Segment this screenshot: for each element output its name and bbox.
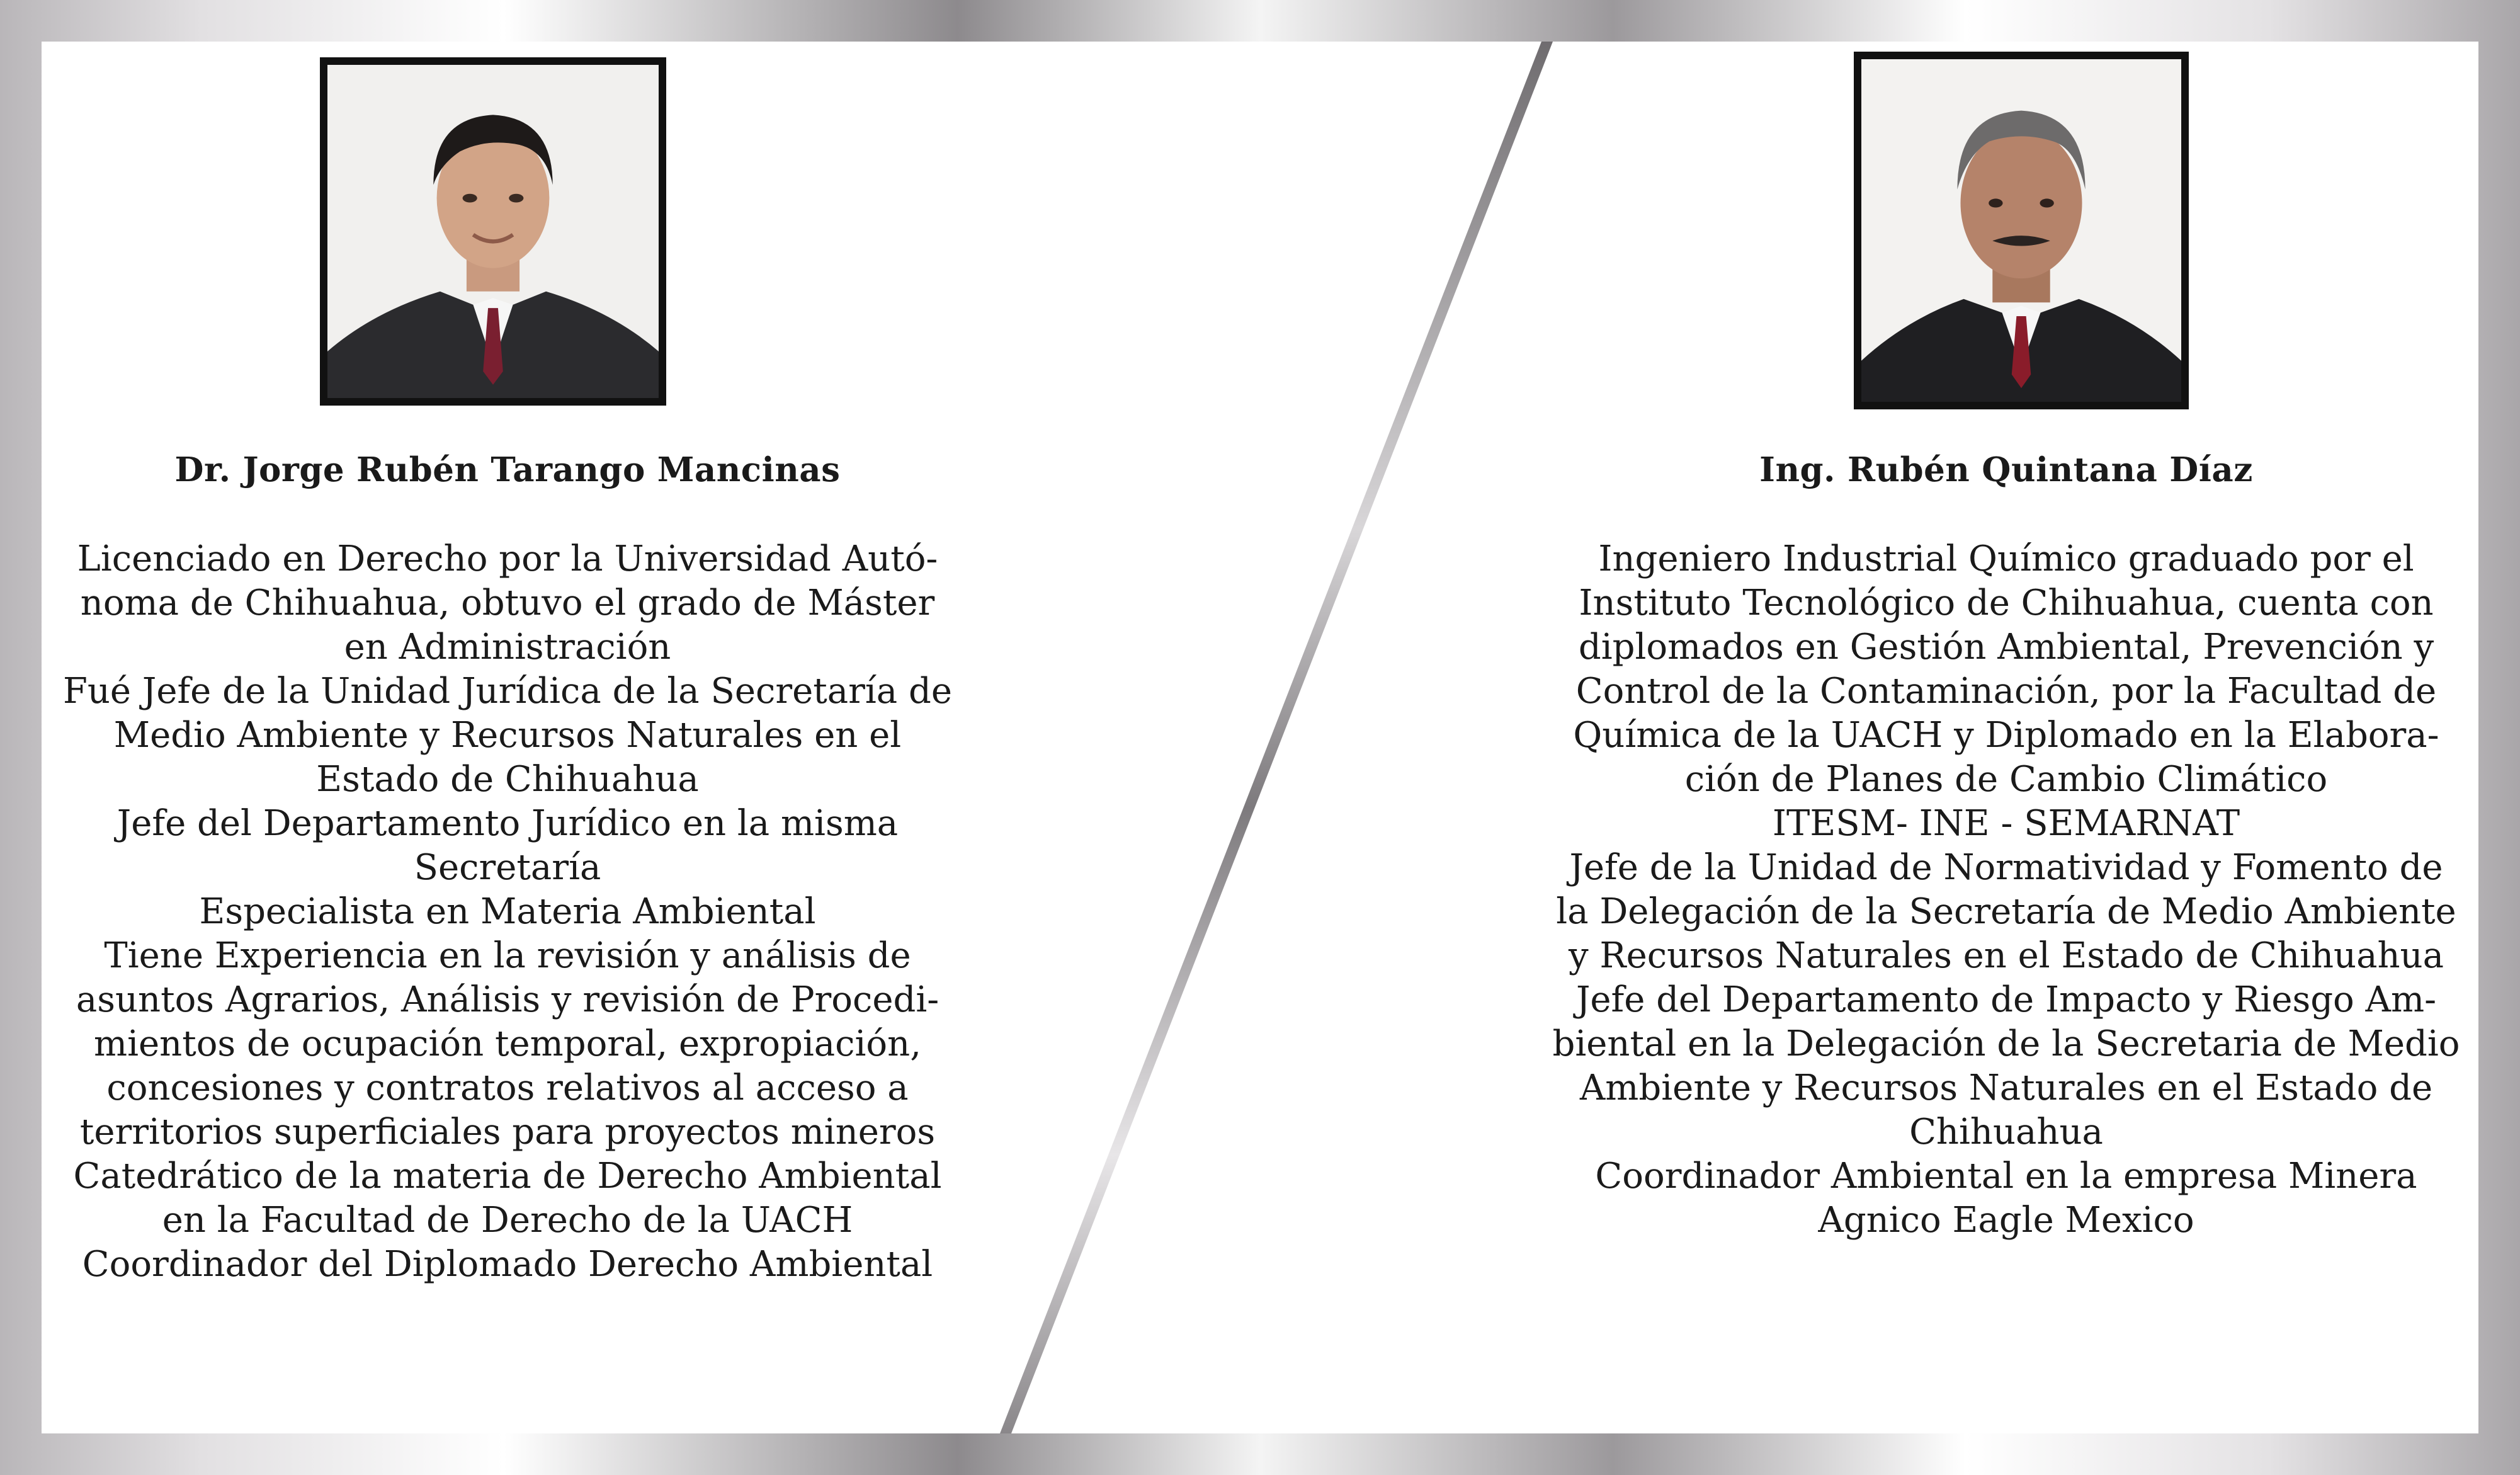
bio-line: ITESM- INE - SEMARNAT	[1772, 803, 2240, 844]
bio-line: Ingeniero Industrial Químico graduado por el	[1598, 538, 2414, 579]
profile-bio	[60, 537, 955, 1287]
bio-line: Instituto Tecnológico de Chihuahua, cuenta con	[1579, 583, 2434, 624]
bio-line: Química de la UACH y Diplomado en la Elabora-	[1573, 715, 2439, 756]
bio-line: Jefe del Departamento de Impacto y Riesgo Am-	[1575, 979, 2437, 1020]
profiles-page	[42, 42, 2478, 1433]
bio-line: Jefe del Departamento Jurídico en la misma	[116, 803, 899, 844]
profile-name: Dr. Jorge Rubén Tarango Mancinas	[174, 450, 841, 489]
bio-line: Jefe de la Unidad de Normatividad y Fomento de	[1569, 847, 2443, 888]
bio-line: y Recursos Naturales en el Estado de Chihuahua	[1568, 935, 2444, 976]
bio-line: diplomados en Gestión Ambiental, Prevención y	[1578, 627, 2434, 668]
profile-jorge	[60, 448, 955, 1287]
bio-line: Ambiente y Recursos Naturales en el Estado de	[1579, 1068, 2433, 1108]
profile-ruben	[1534, 448, 2478, 1243]
bio-line: Control de la Contaminación, por la Facultad de	[1575, 671, 2437, 712]
bio-line: Chihuahua	[1909, 1112, 2103, 1153]
bio-line: territorios superficiales para proyectos mineros	[79, 1112, 936, 1153]
portrait-photo-ruben	[1854, 52, 2189, 409]
bio-line: la Delegación de la Secretaría de Medio Ambiente	[1556, 891, 2456, 932]
bio-line: Secretaría	[414, 847, 601, 888]
bio-line: noma de Chihuahua, obtuvo el grado de Máster	[80, 583, 935, 624]
bio-line: en la Facultad de Derecho de la UACH	[162, 1200, 853, 1241]
bio-line: Licenciado en Derecho por la Universidad Autó-	[77, 538, 938, 579]
bio-line: en Administración	[344, 627, 671, 668]
bio-line: Agnico Eagle Mexico	[1818, 1200, 2194, 1241]
bio-line: Medio Ambiente y Recursos Naturales en el	[113, 715, 902, 756]
bio-line: Catedrático de la materia de Derecho Ambiental	[73, 1156, 942, 1197]
bio-line: concesiones y contratos relativos al acceso a	[106, 1068, 909, 1108]
bio-line: ción de Planes de Cambio Climático	[1684, 759, 2328, 800]
bio-line: Coordinador Ambiental en la empresa Minera	[1595, 1156, 2417, 1197]
profile-bio	[1534, 537, 2478, 1243]
bio-line: asuntos Agrarios, Análisis y revisión de Procedi-	[76, 979, 939, 1020]
bio-line: Especialista en Materia Ambiental	[199, 891, 816, 932]
bio-line: Estado de Chihuahua	[316, 759, 699, 800]
bio-line: Fué Jefe de la Unidad Jurídica de la Secretaría de	[63, 671, 952, 712]
bio-line: biental en la Delegación de la Secretaria de Medio	[1552, 1023, 2460, 1064]
bio-line: Tiene Experiencia en la revisión y análisis de	[104, 935, 911, 976]
bio-line: Coordinador del Diplomado Derecho Ambiental	[82, 1244, 933, 1285]
portrait-photo-jorge	[320, 57, 666, 406]
bio-line: mientos de ocupación temporal, expropiación,	[93, 1023, 922, 1064]
profile-name: Ing. Rubén Quintana Díaz	[1759, 450, 2253, 489]
